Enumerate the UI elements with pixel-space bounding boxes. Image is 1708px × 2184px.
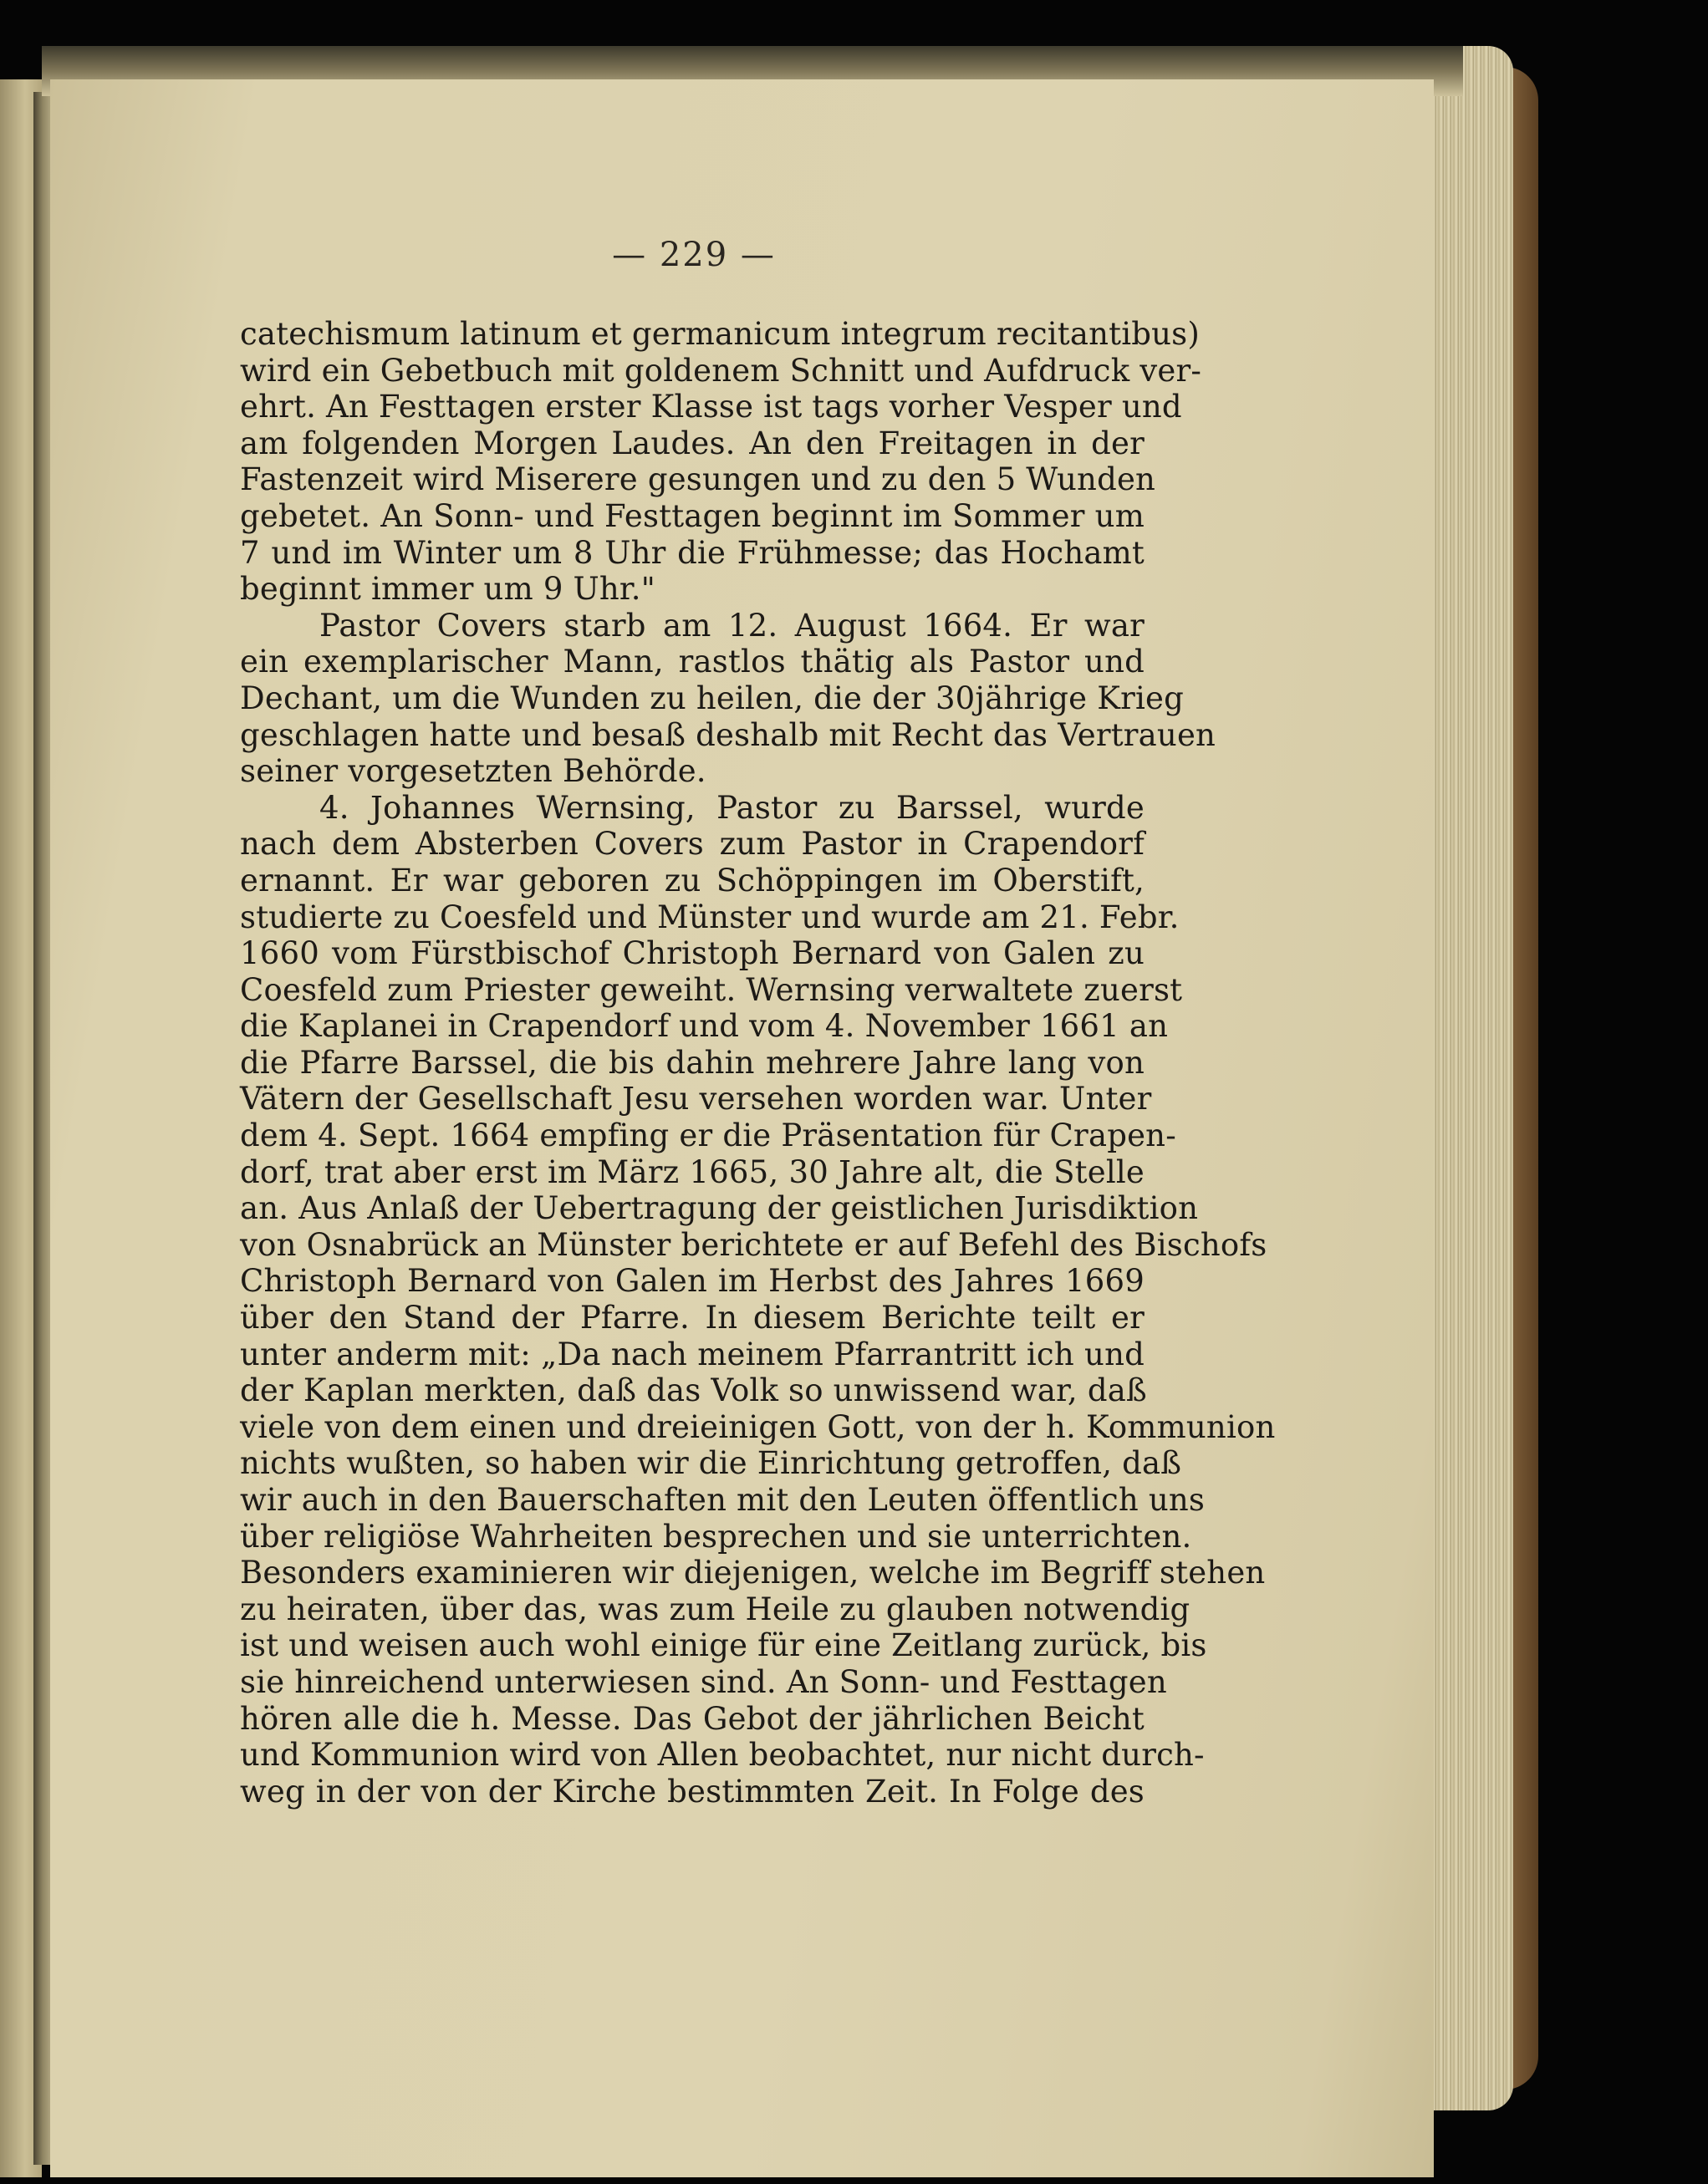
page-text: [240, 316, 1276, 1810]
text-line: viele von dem einen und dreieinigen Gott, von der h. Kommunion: [240, 1408, 1276, 1445]
text-line: die Kaplanei in Crapendorf und vom 4. November 1661 an: [240, 1008, 1169, 1045]
text-line: wird ein Gebetbuch mit goldenem Schnitt und Aufdruck ver-: [240, 352, 1202, 389]
text-line: Fastenzeit wird Miserere gesungen und zu den 5 Wunden: [240, 461, 1156, 498]
text-line: ernannt. Er war geboren zu Schöppingen im Oberstift,: [240, 862, 1145, 899]
text-line: beginnt immer um 9 Uhr.": [240, 571, 655, 608]
text-line: 4. Johannes Wernsing, Pastor zu Barssel, wurde: [319, 789, 1145, 826]
text-line: der Kaplan merkten, daß das Volk so unwissend war, daß: [240, 1372, 1147, 1409]
text-line: Besonders examinieren wir diejenigen, welche im Begriff stehen: [240, 1555, 1266, 1591]
text-line: und Kommunion wird von Allen beobachtet, nur nicht durch-: [240, 1737, 1205, 1774]
text-line: ist und weisen auch wohl einige für eine Zeitlang zurück, bis: [240, 1627, 1207, 1664]
text-line: 7 und im Winter um 8 Uhr die Frühmesse; das Hochamt: [240, 534, 1145, 571]
text-line: über religiöse Wahrheiten besprechen und sie unterrichten.: [240, 1518, 1192, 1555]
text-line: zu heiraten, über das, was zum Heile zu glauben notwendig: [240, 1591, 1191, 1627]
text-line: die Pfarre Barssel, die bis dahin mehrere Jahre lang von: [240, 1044, 1145, 1081]
text-line: 1660 vom Fürstbischof Christoph Bernard von Galen zu: [240, 935, 1145, 972]
text-line: seiner vorgesetzten Behörde.: [240, 753, 706, 790]
text-line: sie hinreichend unterwiesen sind. An Sonn- und Festtagen: [240, 1663, 1167, 1700]
text-line: geschlagen hatte und besaß deshalb mit Recht das Vertrauen: [240, 716, 1216, 753]
page-block-edge: [1421, 46, 1513, 2110]
page-number: — 229 —: [612, 236, 776, 274]
text-line: Christoph Bernard von Galen im Herbst des Jahres 1669: [240, 1263, 1145, 1300]
text-line: an. Aus Anlaß der Uebertragung der geistlichen Jurisdiktion: [240, 1190, 1199, 1227]
text-line: unter anderm mit: „Da nach meinem Pfarrantritt ich und: [240, 1336, 1145, 1372]
text-line: nichts wußten, so haben wir die Einrichtung getroffen, daß: [240, 1445, 1182, 1482]
text-line: hören alle die h. Messe. Das Gebot der jährlichen Beicht: [240, 1700, 1145, 1737]
text-line: ehrt. An Festtagen erster Klasse ist tags vorher Vesper und: [240, 389, 1182, 425]
text-line: von Osnabrück an Münster berichtete er auf Befehl des Bischofs: [240, 1226, 1267, 1263]
text-line: gebetet. An Sonn- und Festtagen beginnt im Sommer um: [240, 497, 1145, 534]
text-line: catechismum latinum et germanicum integrum recitantibus): [240, 316, 1200, 352]
text-line: Vätern der Gesellschaft Jesu versehen worden war. Unter: [240, 1081, 1152, 1117]
text-line: studierte zu Coesfeld und Münster und wurde am 21. Febr.: [240, 899, 1180, 935]
text-line: über den Stand der Pfarre. In diesem Berichte teilt er: [240, 1300, 1145, 1336]
text-line: Pastor Covers starb am 12. August 1664. Er war: [319, 607, 1145, 644]
text-line: dorf, trat aber erst im März 1665, 30 Jahre alt, die Stelle: [240, 1153, 1145, 1190]
text-line: weg in der von der Kirche bestimmten Zeit. In Folge des: [240, 1773, 1145, 1810]
text-line: ein exemplarischer Mann, rastlos thätig als Pastor und: [240, 644, 1145, 680]
text-line: Coesfeld zum Priester geweiht. Wernsing verwaltete zuerst: [240, 971, 1183, 1008]
text-line: Dechant, um die Wunden zu heilen, die der 30jährige Krieg: [240, 680, 1184, 716]
text-line: dem 4. Sept. 1664 empfing er die Präsentation für Crapen-: [240, 1117, 1176, 1154]
text-line: nach dem Absterben Covers zum Pastor in Crapendorf: [240, 826, 1145, 863]
text-line: am folgenden Morgen Laudes. An den Freitagen in der: [240, 425, 1145, 461]
text-line: wir auch in den Bauerschaften mit den Leuten öffentlich uns: [240, 1482, 1206, 1518]
